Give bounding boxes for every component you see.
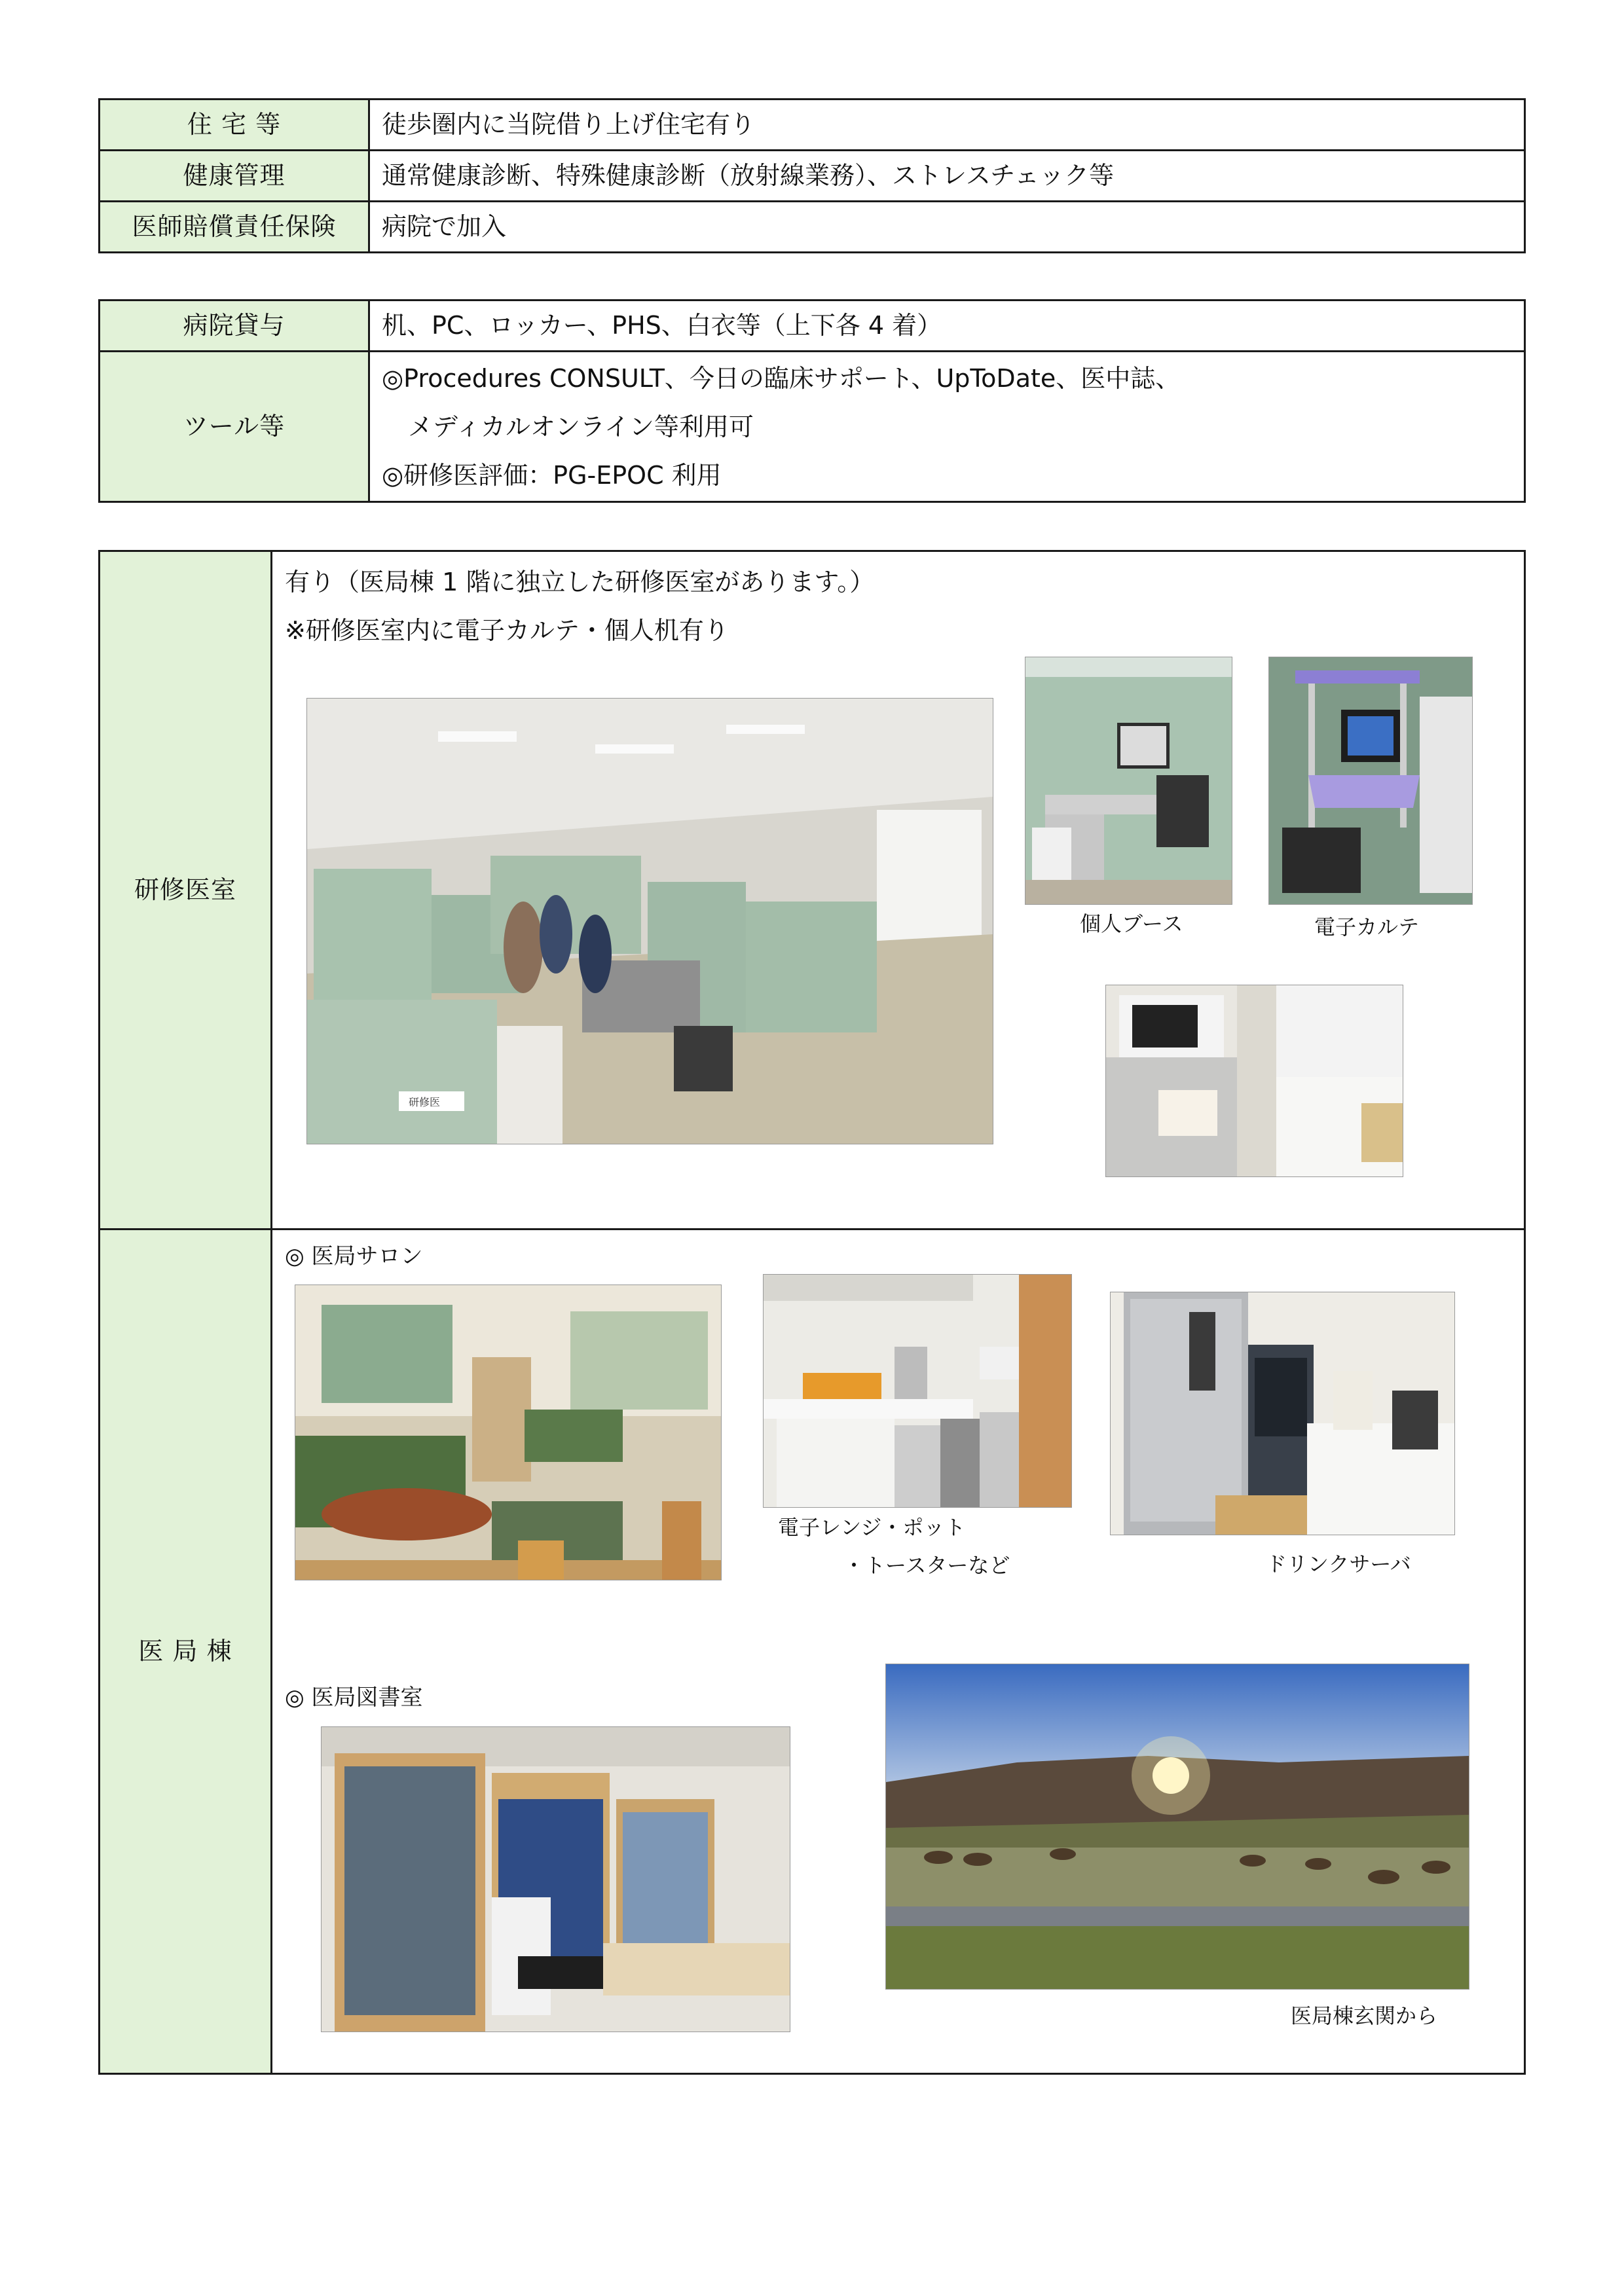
library-photo bbox=[321, 1726, 790, 2032]
row-value: 病院で加入 bbox=[369, 202, 1525, 253]
housing-table bbox=[98, 98, 1526, 253]
salon-photo bbox=[295, 1285, 722, 1580]
deer-landscape-image bbox=[886, 1664, 1469, 1989]
table-row bbox=[100, 301, 1525, 352]
tools-line: メディカルオンライン等利用可 bbox=[408, 412, 754, 441]
resident-room-note: ※研修医室内に電子カルテ・個人机有り bbox=[285, 616, 729, 645]
resident-room-text: 有り（医局棟 1 階に独立した研修医室があります。） bbox=[285, 568, 875, 596]
tools-line: ◎Procedures CONSULT、今日の臨床サポート、UpToDate、医中誌、 bbox=[382, 363, 1181, 393]
row-value: 机、PC、ロッカー、PHS、白衣等（上下各 4 着） bbox=[369, 301, 1525, 352]
entrance-photo bbox=[885, 1664, 1469, 1990]
library-title: ◎ 医局図書室 bbox=[285, 1685, 423, 1711]
drink-machine-image bbox=[1111, 1292, 1454, 1535]
row-label: 健康管理 bbox=[100, 151, 369, 202]
drink-server-photo bbox=[1110, 1292, 1455, 1535]
emr-caption: 電子カルテ bbox=[1314, 915, 1420, 939]
desk-booth-image bbox=[1025, 657, 1232, 904]
table-row bbox=[100, 100, 1525, 151]
row-label: 医師賠償責任保険 bbox=[100, 202, 369, 253]
booth-caption: 個人ブース bbox=[1080, 911, 1183, 936]
library-shelves-image bbox=[322, 1727, 790, 2032]
pantry-counter-image bbox=[764, 1275, 1071, 1507]
pantry-photo bbox=[763, 1274, 1072, 1508]
emr-cart-image bbox=[1269, 657, 1472, 904]
table-row bbox=[100, 202, 1525, 253]
lounge-image bbox=[295, 1285, 721, 1580]
row-label: 病院貸与 bbox=[100, 301, 369, 352]
emr-photo bbox=[1268, 657, 1473, 905]
booth-photo bbox=[1025, 657, 1232, 905]
tools-cell bbox=[369, 352, 1525, 502]
table-row bbox=[100, 352, 1525, 502]
microwave-fridge-image bbox=[1106, 985, 1403, 1176]
row-label: 住 宅 等 bbox=[100, 100, 369, 151]
drink-server-caption: ドリンクサーバ bbox=[1266, 1552, 1411, 1576]
office-room-image bbox=[307, 699, 993, 1144]
toaster-caption: ・トースターなど bbox=[843, 1553, 1010, 1578]
row-label: 研修医室 bbox=[100, 551, 272, 1230]
kitchenette-photo bbox=[1105, 985, 1403, 1177]
entrance-caption: 医局棟玄関から bbox=[1291, 2003, 1438, 2028]
resident-room-photo bbox=[306, 698, 993, 1144]
equipment-table bbox=[98, 299, 1526, 503]
salon-title: ◎ 医局サロン bbox=[285, 1243, 423, 1269]
row-label: ツール等 bbox=[100, 352, 369, 502]
tools-line: ◎研修医評価：PG-EPOC 利用 bbox=[382, 460, 722, 490]
seat-sign-text: 研修医 bbox=[409, 1096, 441, 1108]
table-row bbox=[100, 151, 1525, 202]
row-value: 通常健康診断、特殊健康診断（放射線業務）、ストレスチェック等 bbox=[369, 151, 1525, 202]
microwave-caption: 電子レンジ・ポット bbox=[778, 1515, 966, 1540]
row-label: 医 局 棟 bbox=[100, 1230, 272, 2074]
row-value: 徒歩圏内に当院借り上げ住宅有り bbox=[369, 100, 1525, 151]
